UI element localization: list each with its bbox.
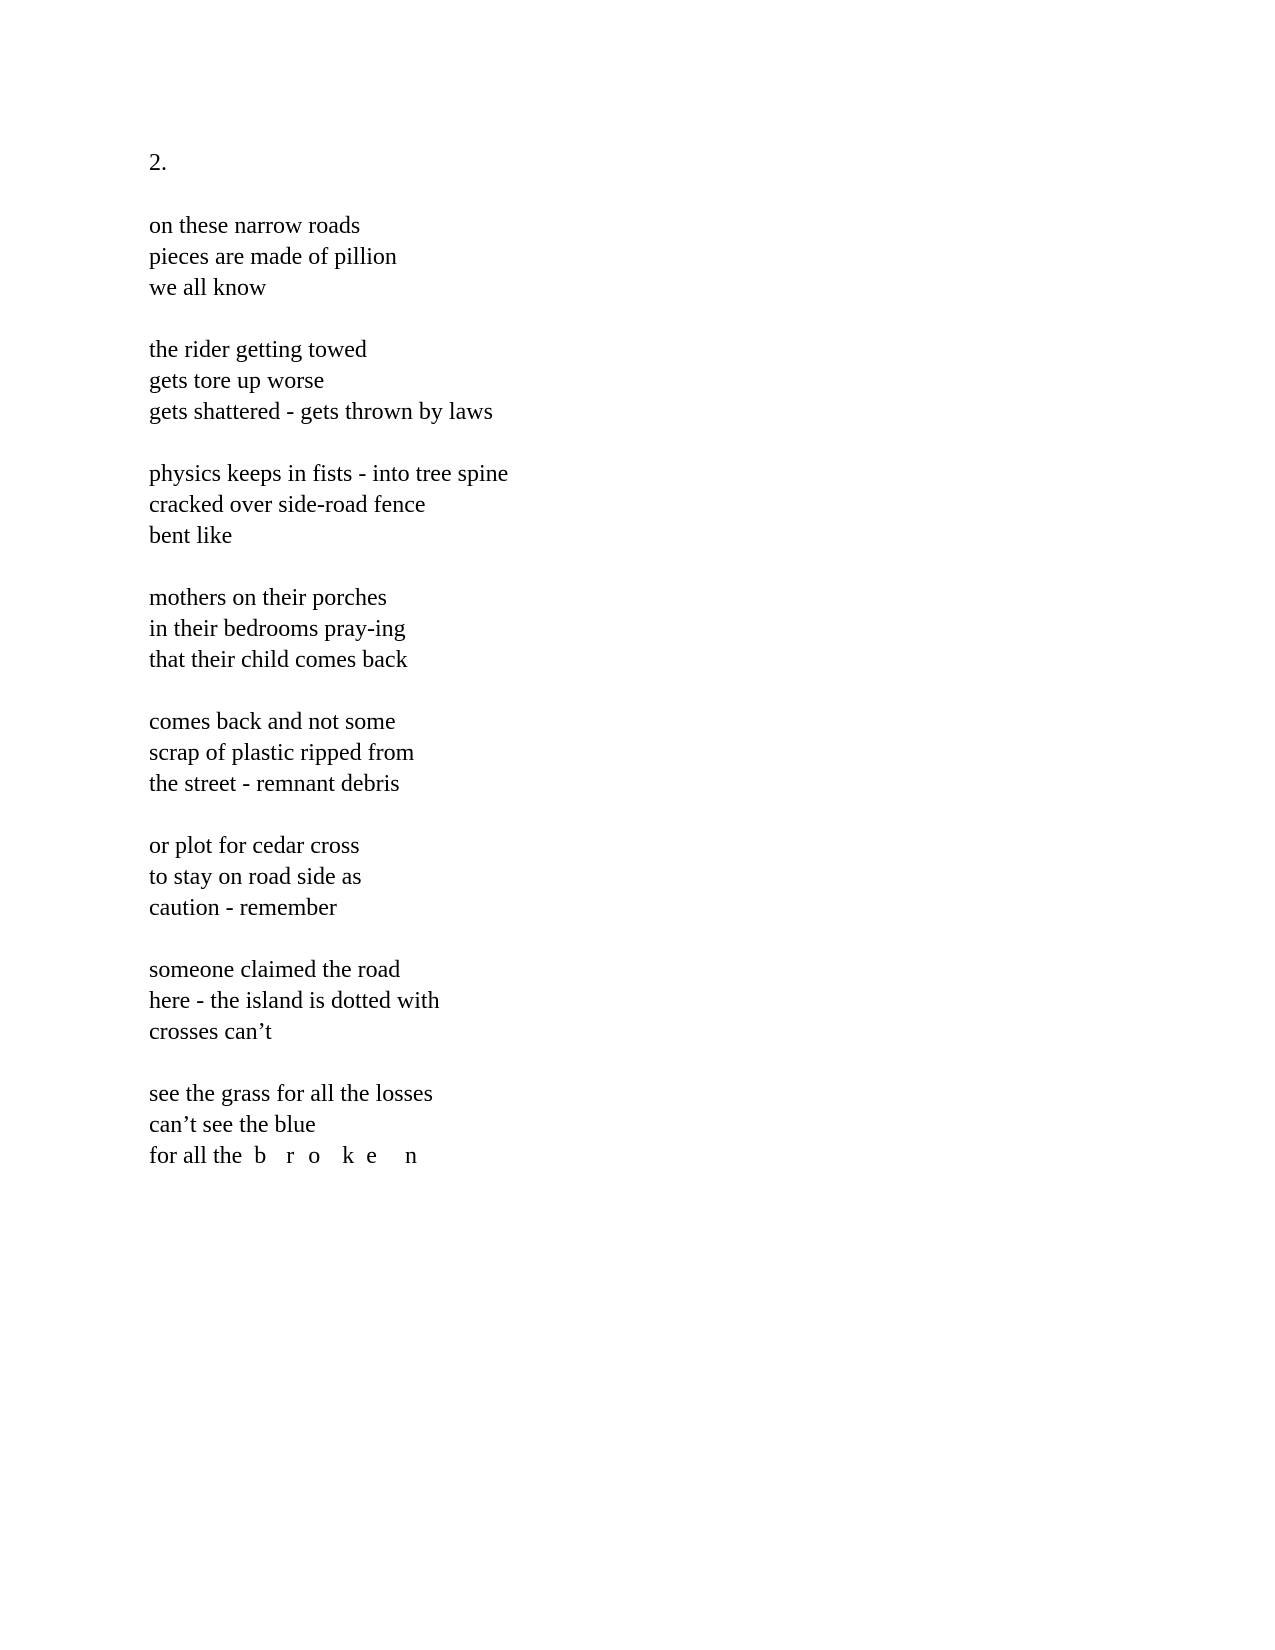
stanza-7 xyxy=(149,955,1149,1048)
poem-line: see the grass for all the losses xyxy=(149,1081,433,1107)
poem-line: someone claimed the road xyxy=(149,957,401,983)
letter-e: e xyxy=(366,1143,377,1169)
letter-r: r xyxy=(286,1143,295,1169)
poem-line: on these narrow roads xyxy=(149,213,361,239)
poem-line: crosses can’t xyxy=(149,1019,272,1045)
stanza-2 xyxy=(149,335,1149,428)
poem-line: the rider getting towed xyxy=(149,337,367,363)
stanza-5 xyxy=(149,707,1149,800)
stanza-3 xyxy=(149,459,1149,552)
stanza-8 xyxy=(149,1079,1149,1172)
poem-line: scrap of plastic ripped from xyxy=(149,740,415,766)
poem-line: here - the island is dotted with xyxy=(149,988,440,1014)
poem-line: pieces are made of pillion xyxy=(149,244,397,270)
poem-line: gets tore up worse xyxy=(149,368,325,394)
letter-k: k xyxy=(342,1143,355,1169)
letter-n: n xyxy=(404,1143,417,1169)
poem-page xyxy=(149,148,1149,1203)
poem-line: physics keeps in fists - into tree spine xyxy=(149,461,509,487)
poem-line: we all know xyxy=(149,275,267,301)
poem-line: to stay on road side as xyxy=(149,864,362,890)
stanza-4 xyxy=(149,583,1149,676)
poem-line: in their bedrooms pray-ing xyxy=(149,616,406,642)
poem-line: or plot for cedar cross xyxy=(149,833,360,859)
stanza-1 xyxy=(149,211,1149,304)
section-number: 2. xyxy=(149,150,167,176)
poem-line: gets shattered - gets thrown by laws xyxy=(149,399,493,425)
poem-line: caution - remember xyxy=(149,895,337,921)
poem-line: the street - remnant debris xyxy=(149,771,400,797)
broken-word-spaced xyxy=(254,1141,417,1172)
poem-line: can’t see the blue xyxy=(149,1112,316,1138)
final-line-lead: for all the xyxy=(149,1143,243,1169)
poem-line: mothers on their porches xyxy=(149,585,387,611)
final-poem-line xyxy=(149,1141,1149,1172)
letter-o: o xyxy=(308,1143,321,1169)
poem-line: that their child comes back xyxy=(149,647,408,673)
stanza-6 xyxy=(149,831,1149,924)
poem-line: bent like xyxy=(149,523,233,549)
poem-line: cracked over side-road fence xyxy=(149,492,426,518)
letter-b: b xyxy=(254,1143,267,1169)
poem-line: comes back and not some xyxy=(149,709,396,735)
